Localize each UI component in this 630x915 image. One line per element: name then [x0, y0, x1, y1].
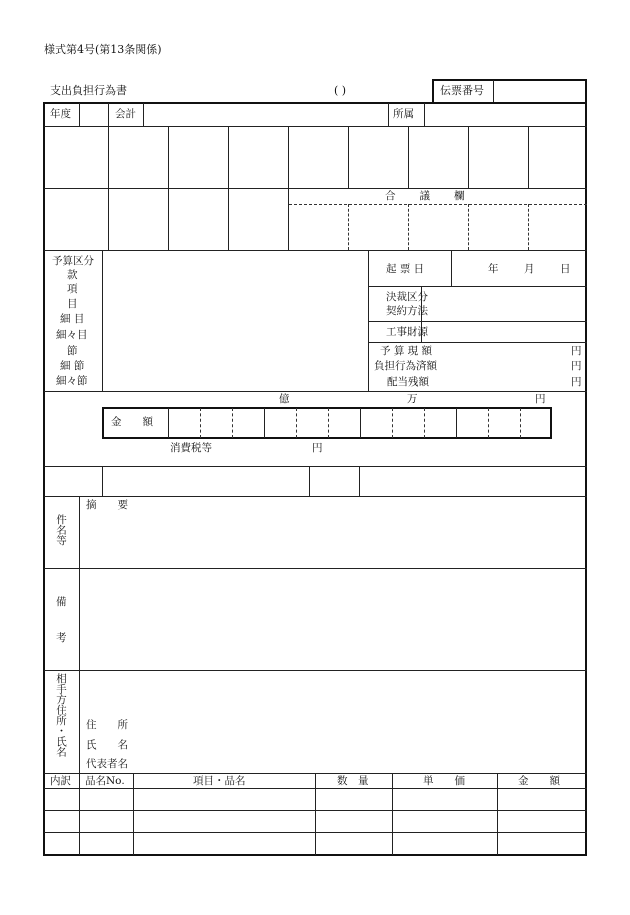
breakdown-header-item-name: 項目・品名: [193, 775, 246, 787]
partner-address-field[interactable]: [140, 716, 585, 732]
remarks-field[interactable]: [81, 570, 585, 668]
breakdown-row[interactable]: [45, 834, 586, 853]
accounting-label: 会計: [115, 108, 136, 120]
remaining-allocation-yen: 円: [571, 376, 582, 388]
department-field[interactable]: [425, 104, 585, 125]
breakdown-header-item-no: 品名No.: [85, 775, 125, 787]
breakdown-header-kind: 内訳: [50, 775, 71, 787]
form-number: 様式第4号(第13条関係): [44, 43, 162, 56]
blank-field-3[interactable]: [361, 468, 585, 494]
draft-day-label: 日: [560, 263, 571, 275]
unit-yen: 円: [535, 393, 546, 405]
budget-saisaimoku-label: 細々目: [56, 329, 88, 341]
funding-source-label: 工事財源: [386, 326, 428, 338]
amount-digits-field[interactable]: [170, 409, 550, 437]
remarks-label-bottom: 考: [56, 632, 67, 644]
budget-moku-label: 目: [67, 298, 78, 310]
partner-representative-field[interactable]: [140, 755, 585, 771]
summary-field[interactable]: [81, 514, 585, 566]
breakdown-row[interactable]: [45, 812, 586, 831]
remaining-allocation-label: 配当残額: [387, 376, 429, 388]
breakdown-header-amount: 金 額: [518, 775, 560, 787]
budget-category-label: 予算区分: [52, 255, 94, 267]
consumption-tax-label: 消費税等: [170, 442, 212, 454]
budget-saimoku-label: 細 目: [60, 313, 85, 325]
budget-kou-label: 項: [67, 283, 78, 295]
budget-saisetsu-label: 細 節: [60, 360, 85, 372]
budget-amount-yen: 円: [571, 345, 582, 357]
unit-oku: 億: [279, 393, 290, 405]
partner-side-label: 相手方住所・氏名: [55, 673, 68, 757]
budget-amount-label: 予 算 現 額: [380, 345, 433, 357]
budget-figures-field[interactable]: [460, 344, 568, 389]
amount-label: 金 額: [111, 416, 153, 428]
council-label: 合 議 欄: [385, 190, 466, 202]
budget-detail-field[interactable]: [104, 252, 366, 389]
consumption-tax-field[interactable]: [220, 441, 308, 457]
form-title: 支出負担行為書: [50, 84, 127, 97]
accounting-field[interactable]: [144, 104, 387, 125]
voucher-number-label: 伝票番号: [440, 84, 484, 97]
budget-kan-label: 款: [67, 269, 78, 281]
funding-source-field[interactable]: [423, 323, 585, 341]
partner-representative-label: 代表者名: [86, 758, 128, 770]
breakdown-header-quantity: 数 量: [337, 775, 369, 787]
partner-name-field[interactable]: [140, 736, 585, 752]
committed-amount-yen: 円: [571, 360, 582, 372]
budget-setsu-label: 節: [67, 345, 78, 357]
summary-label: 摘 要: [86, 499, 128, 511]
committed-amount-label: 負担行為済額: [374, 360, 437, 372]
contract-method-label: 契約方法: [386, 305, 428, 317]
draft-date-label: 起 票 日: [386, 263, 425, 275]
draft-month-label: 月: [524, 263, 535, 275]
partner-name-label: 氏 名: [86, 739, 128, 751]
title-paren: ( ): [334, 84, 347, 97]
draft-year-label: 年: [488, 263, 499, 275]
fiscal-year-label: 年度: [50, 108, 71, 120]
budget-saisaisetsu-label: 細々節: [56, 375, 88, 387]
approval-stamp-box[interactable]: [45, 127, 107, 187]
voucher-number-field[interactable]: [495, 81, 585, 101]
breakdown-header-unit-price: 単 価: [423, 775, 465, 787]
unit-man: 万: [407, 393, 418, 405]
decision-contract-field[interactable]: [423, 288, 585, 320]
department-label: 所属: [393, 108, 414, 120]
breakdown-row[interactable]: [45, 790, 586, 809]
remarks-label-top: 備: [56, 596, 67, 608]
subject-side-label: 件名等: [55, 514, 68, 546]
decision-label: 決裁区分: [386, 291, 428, 303]
partner-address-label: 住 所: [86, 719, 128, 731]
draft-date-field[interactable]: [453, 252, 585, 284]
consumption-tax-yen: 円: [312, 442, 323, 454]
blank-field-2[interactable]: [311, 468, 358, 494]
blank-field-1[interactable]: [104, 468, 308, 494]
fiscal-year-field[interactable]: [80, 104, 107, 125]
